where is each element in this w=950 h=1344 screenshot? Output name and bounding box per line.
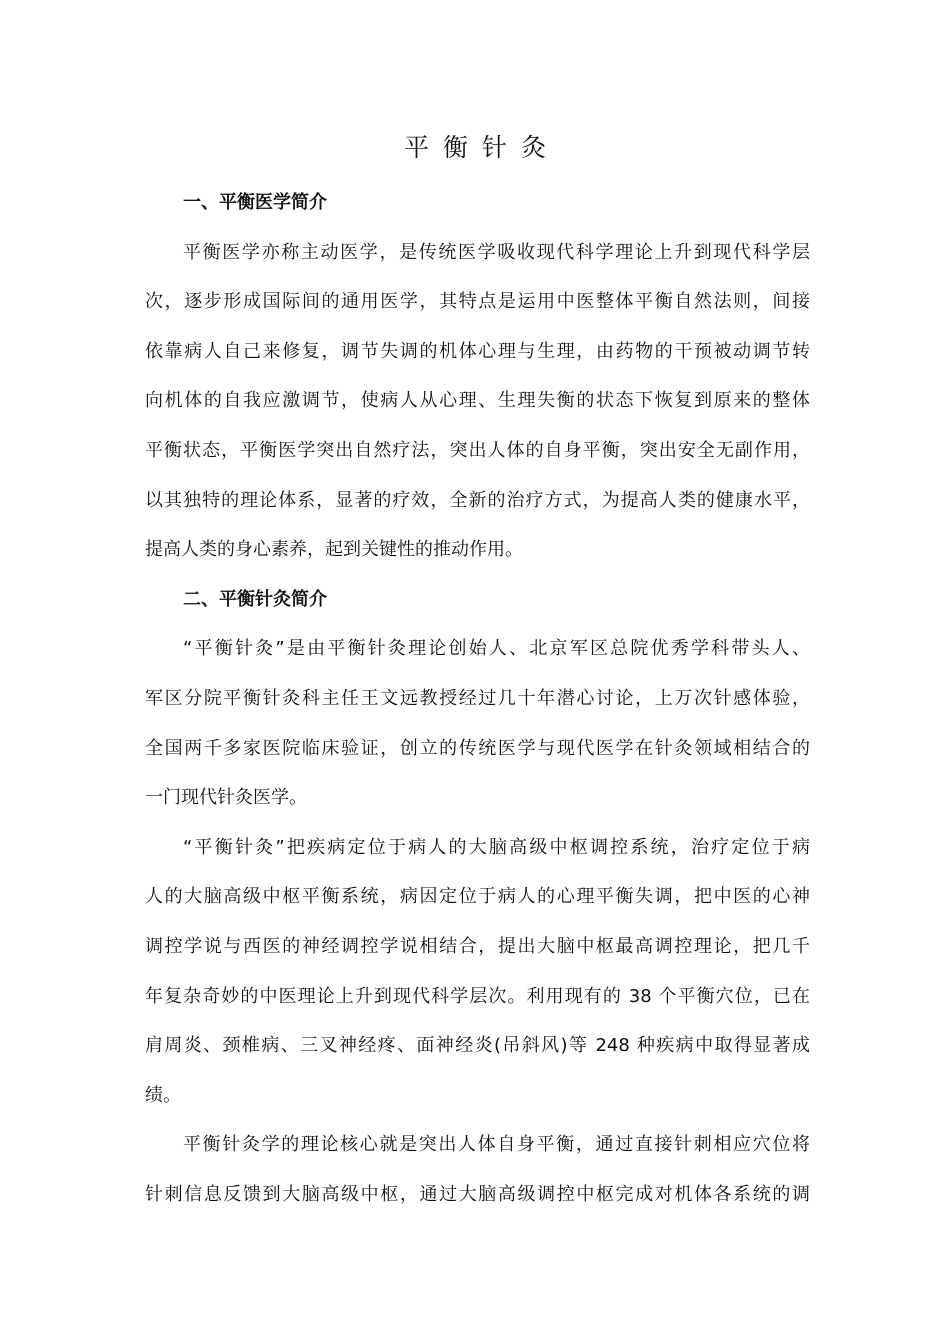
paragraph-line: 平衡医学亦称主动医学，是传统医学吸收现代科学理论上升到现代科学层 <box>183 241 810 263</box>
document-title: 平衡针灸 <box>403 133 560 162</box>
paragraph-line: 平衡状态，平衡医学突出自然疗法，突出人体的自身平衡，突出安全无副作用， <box>145 439 810 461</box>
paragraph-line: “平衡针灸”是由平衡针灸理论创始人、北京军区总院优秀学科带头人、 <box>183 638 810 660</box>
paragraph-line: 军区分院平衡针灸科主任王文远教授经过几十年潜心讨论，上万次针感体验， <box>145 687 810 709</box>
paragraph-line: 向机体的自我应激调节，使病人从心理、生理失衡的状态下恢复到原来的整体 <box>145 390 810 412</box>
paragraph-3 <box>145 823 810 1121</box>
paragraph-line: 一门现代针灸医学。 <box>145 787 307 809</box>
paragraph-line: 针刺信息反馈到大脑高级中枢，通过大脑高级调控中枢完成对机体各系统的调 <box>145 1183 810 1205</box>
paragraph-line: 依靠病人自己来修复，调节失调的机体心理与生理，由药物的干预被动调节转 <box>145 340 810 362</box>
section-heading-2: 二、平衡针灸简介 <box>183 588 327 610</box>
document-body <box>145 178 810 1219</box>
paragraph-line: “平衡针灸”把疾病定位于病人的大脑高级中枢调控系统，治疗定位于病 <box>183 836 810 858</box>
paragraph-line: 平衡针灸学的理论核心就是突出人体自身平衡，通过直接针刺相应穴位将 <box>183 1134 810 1156</box>
paragraph-line: 以其独特的理论体系，显著的疗效，全新的治疗方式，为提高人类的健康水平， <box>145 489 810 511</box>
paragraph-1 <box>145 228 810 575</box>
paragraph-line: 年复杂奇妙的中医理论上升到现代科学层次。利用现有的 38 个平衡穴位，已在 <box>145 985 810 1007</box>
paragraph-line: 全国两千多家医院临床验证，创立的传统医学与现代医学在针灸领域相结合的 <box>145 737 810 759</box>
paragraph-line: 提高人类的身心素养，起到关键性的推动作用。 <box>145 539 523 561</box>
paragraph-2 <box>145 624 810 822</box>
section-heading-1: 一、平衡医学简介 <box>183 192 327 213</box>
paragraph-line: 肩周炎、颈椎病、三叉神经疼、面神经炎(吊斜风)等 248 种疾病中取得显著成 <box>145 1035 810 1057</box>
paragraph-4 <box>145 1120 810 1219</box>
paragraph-line: 次，逐步形成国际间的通用医学，其特点是运用中医整体平衡自然法则，间接 <box>145 291 810 313</box>
paragraph-line: 绩。 <box>145 1084 181 1106</box>
paragraph-line: 人的大脑高级中枢平衡系统，病因定位于病人的心理平衡失调，把中医的心神 <box>145 886 810 908</box>
paragraph-line: 调控学说与西医的神经调控学说相结合，提出大脑中枢最高调控理论，把几千 <box>145 935 810 957</box>
